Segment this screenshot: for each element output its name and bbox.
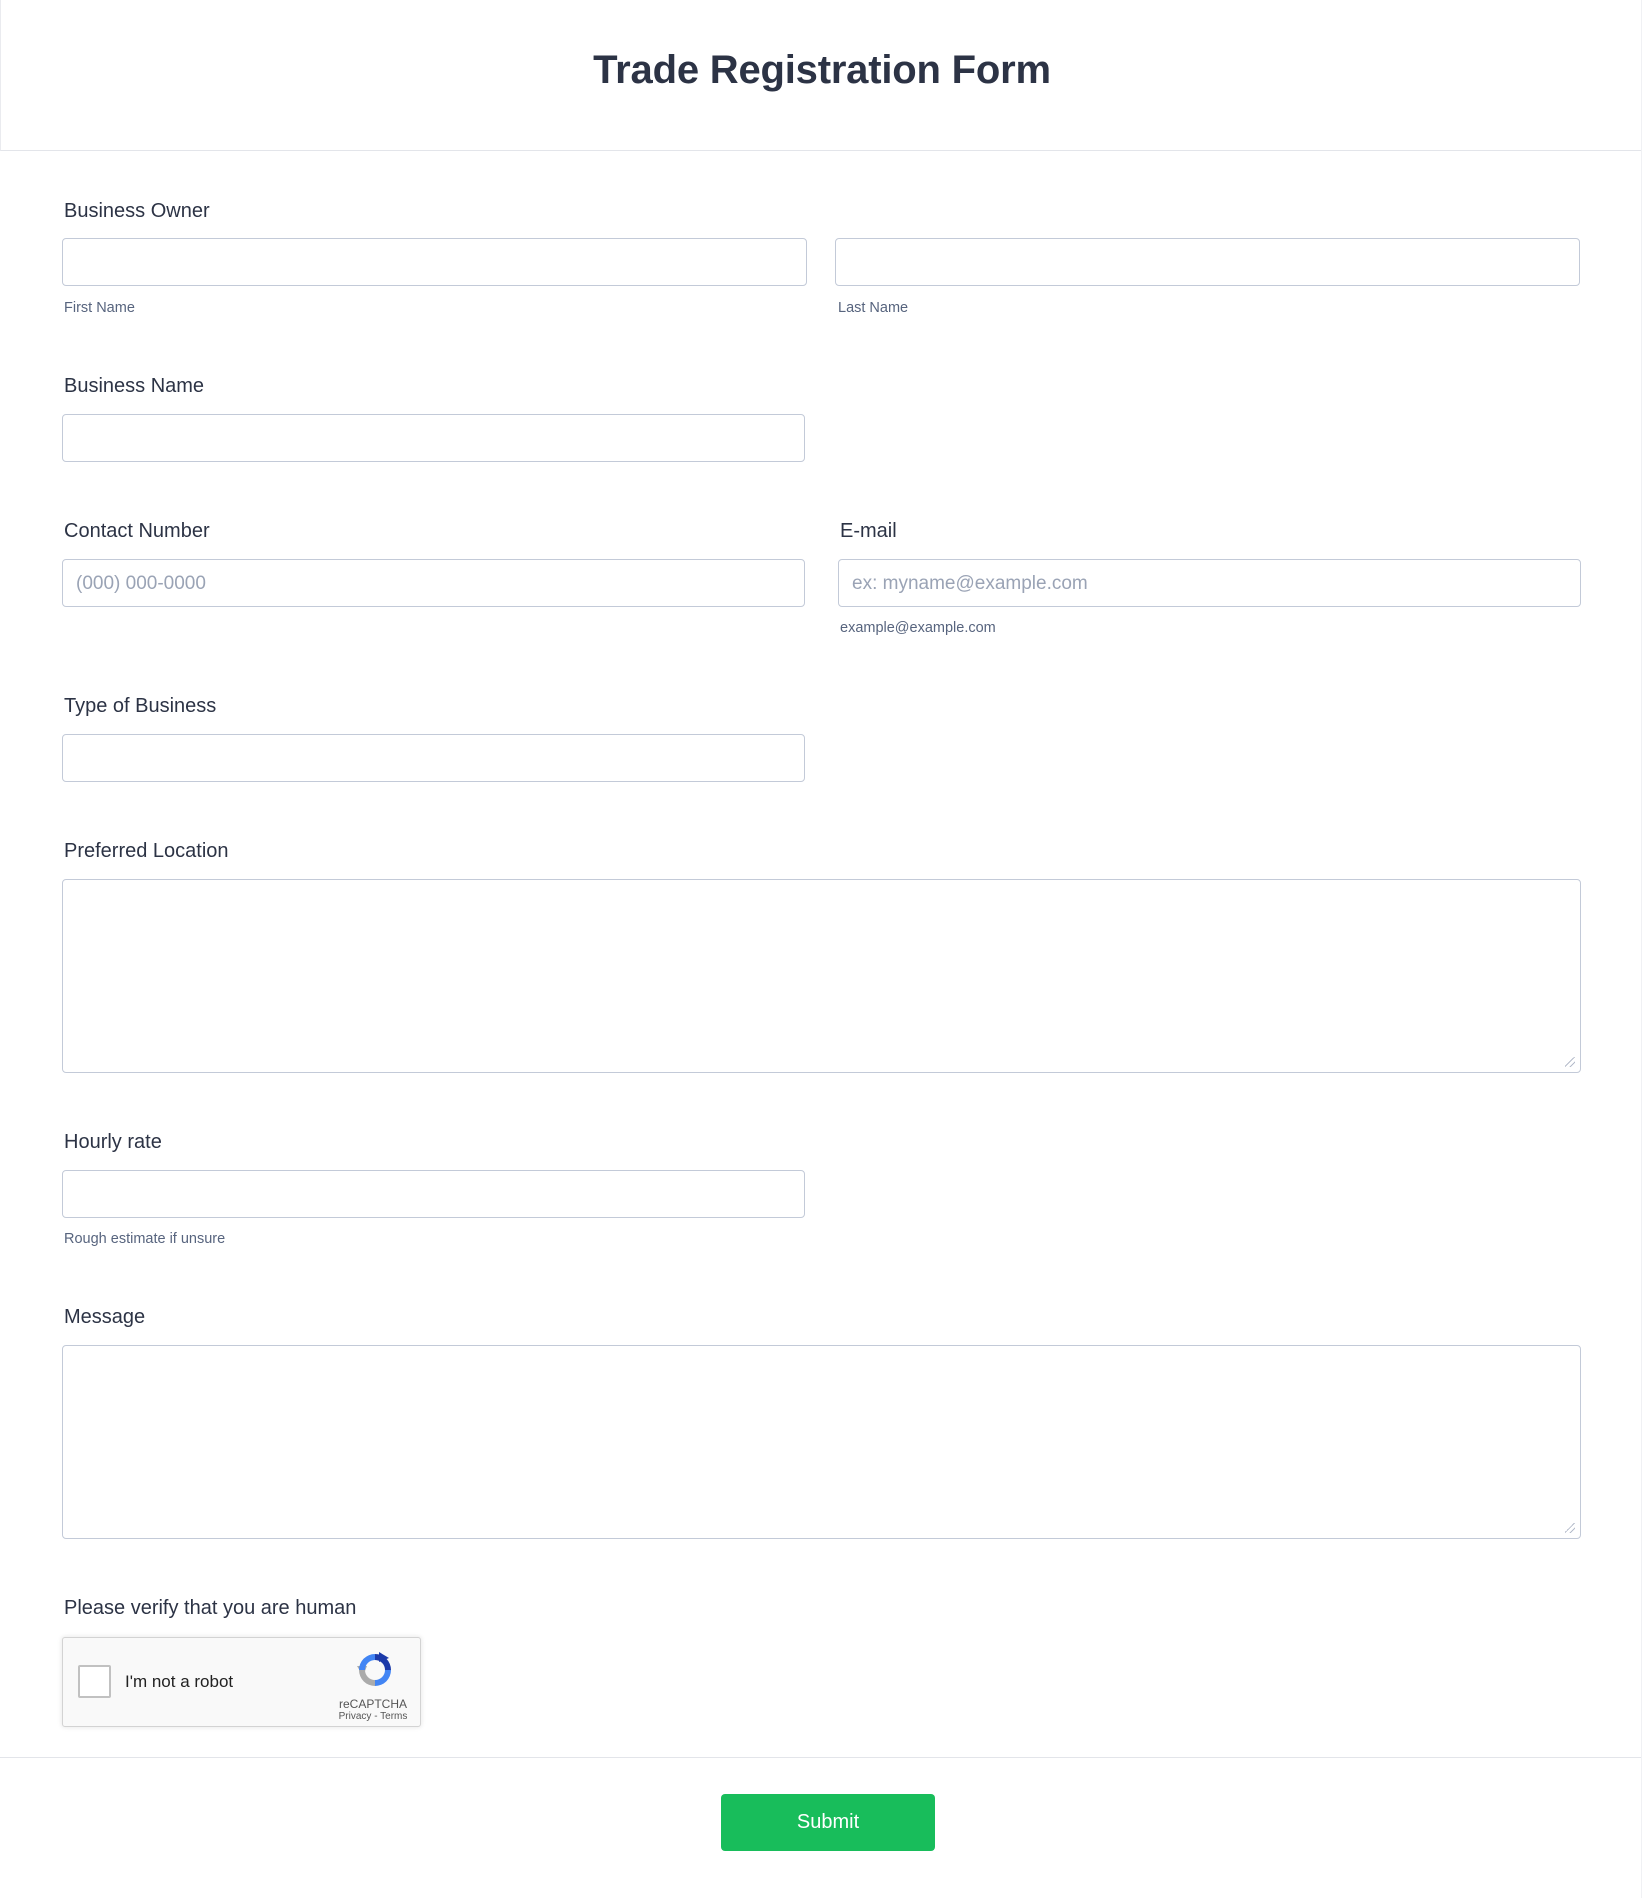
form-title: Trade Registration Form [593,48,1051,92]
recaptcha-logo-icon [355,1650,395,1690]
business-name-label: Business Name [64,375,205,397]
email-label: E-mail [840,520,897,542]
message-textarea[interactable] [62,1345,1581,1539]
type-of-business-label: Type of Business [64,695,217,717]
message-label: Message [64,1306,146,1328]
email-sublabel: example@example.com [840,620,996,636]
form-header [0,0,1642,151]
hourly-rate-input[interactable] [62,1170,805,1218]
contact-number-label: Contact Number [64,520,210,542]
type-of-business-input[interactable] [62,734,805,782]
preferred-location-textarea[interactable] [62,879,1581,1073]
email-placeholder: ex: myname@example.com [852,573,1088,594]
resize-grip-icon[interactable] [1565,1057,1575,1067]
captcha-checkbox-text: I'm not a robot [125,1672,234,1691]
captcha-label: Please verify that you are human [64,1597,357,1619]
hourly-rate-sublabel: Rough estimate if unsure [64,1231,226,1247]
contact-number-placeholder: (000) 000-0000 [76,573,206,594]
preferred-location-label: Preferred Location [64,840,229,862]
captcha-links[interactable]: Privacy - Terms [338,1711,408,1722]
first-name-input[interactable] [62,238,807,286]
resize-grip-icon[interactable] [1565,1523,1575,1533]
hourly-rate-label: Hourly rate [64,1131,162,1153]
captcha-checkbox[interactable] [78,1665,111,1698]
email-input[interactable] [838,559,1581,607]
business-name-input[interactable] [62,414,805,462]
recaptcha-widget [62,1637,421,1727]
business-owner-label: Business Owner [64,200,210,222]
contact-number-input[interactable] [62,559,805,607]
submit-button[interactable]: Submit [721,1794,935,1851]
first-name-sublabel: First Name [64,300,135,316]
captcha-brand: reCAPTCHA [338,1697,407,1711]
last-name-input[interactable] [835,238,1580,286]
last-name-sublabel: Last Name [838,300,909,316]
